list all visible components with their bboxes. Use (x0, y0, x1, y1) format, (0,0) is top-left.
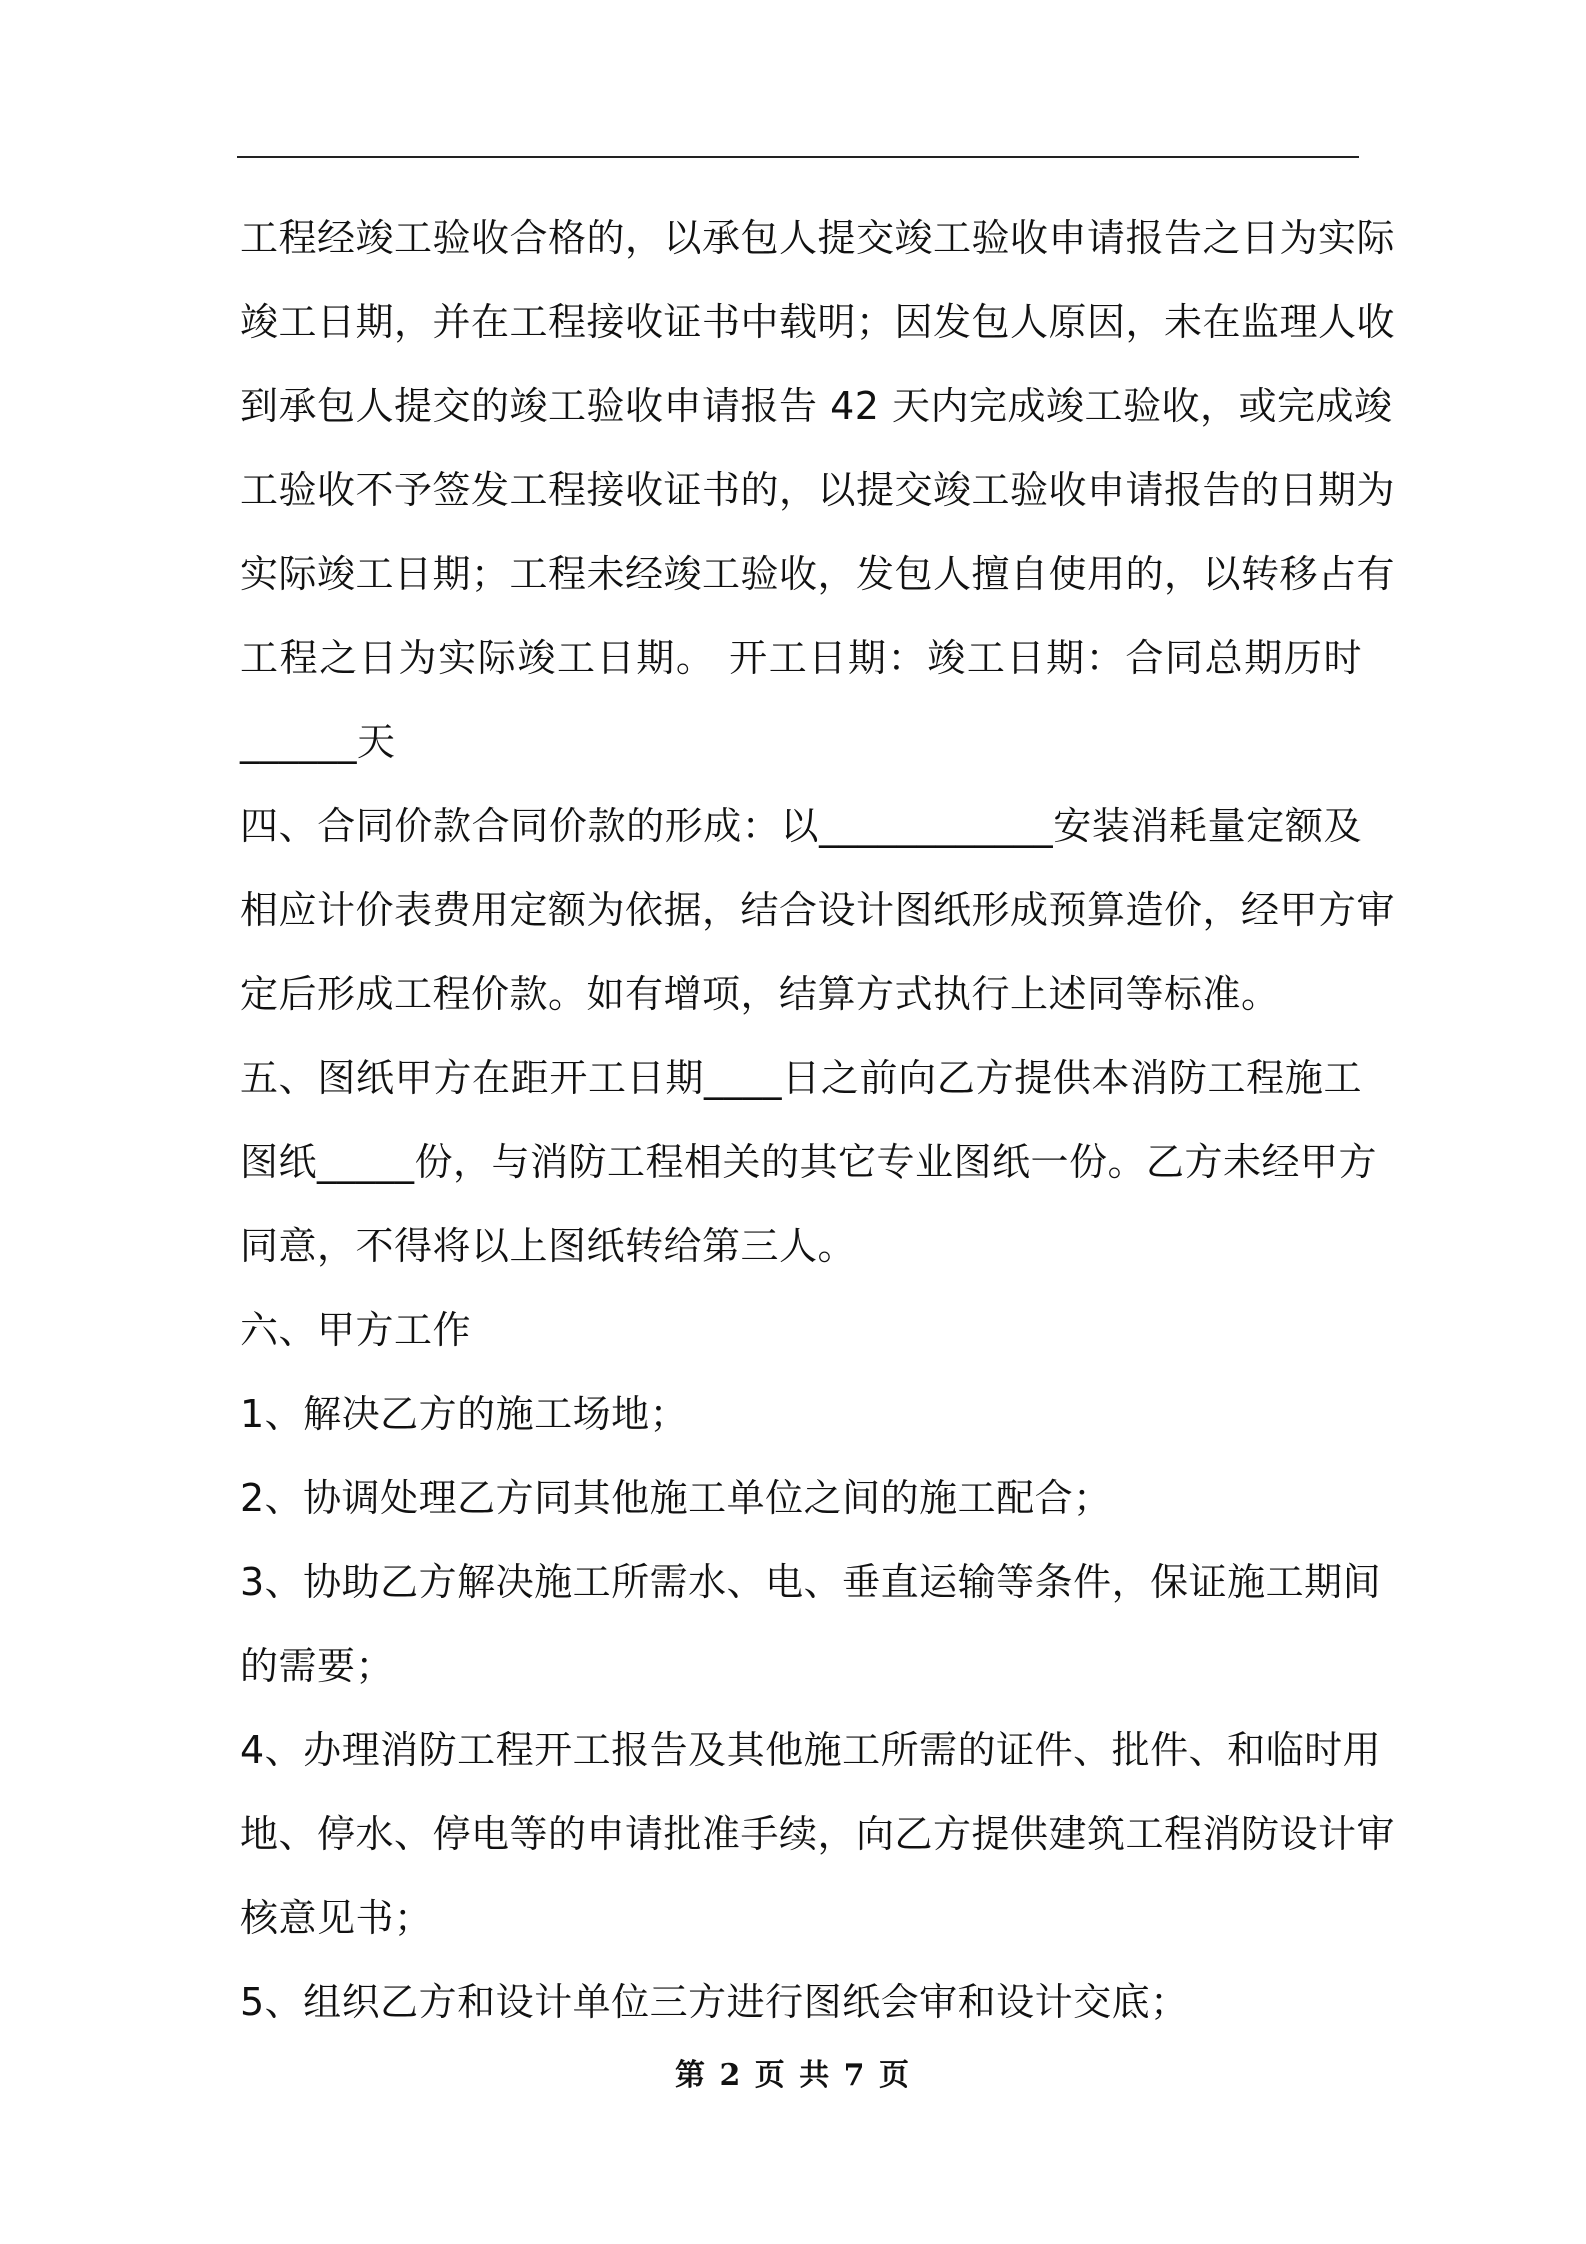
document-body (240, 196, 1396, 2044)
section-heading-4: 四、合同价款合同价款的形成：以____________安装消耗量定额及 (240, 804, 1362, 848)
list-item-continued: 地、停水、停电等的申请批准手续，向乙方提供建筑工程消防设计审 (240, 1812, 1396, 1856)
section-heading-5: 五、图纸甲方在距开工日期____日之前向乙方提供本消防工程施工 (240, 1056, 1362, 1100)
header-rule (237, 156, 1359, 158)
list-item: 4、办理消防工程开工报告及其他施工所需的证件、批件、和临时用 (240, 1728, 1382, 1772)
list-item: 5、组织乙方和设计单位三方进行图纸会审和设计交底； (240, 1980, 1189, 2024)
text-line: 定后形成工程价款。如有增项，结算方式执行上述同等标准。 (240, 972, 1280, 1016)
text-line: 工程之日为实际竣工日期。 开工日期：竣工日期：合同总期历时 (240, 636, 1362, 680)
text-line: 相应计价表费用定额为依据，结合设计图纸形成预算造价，经甲方审 (240, 888, 1396, 932)
text-line: 竣工日期，并在工程接收证书中载明；因发包人原因，未在监理人收 (240, 300, 1396, 344)
list-item: 3、协助乙方解决施工所需水、电、垂直运输等条件，保证施工期间 (240, 1560, 1382, 1604)
text-line: 工程经竣工验收合格的，以承包人提交竣工验收申请报告之日为实际 (240, 216, 1396, 260)
list-item-continued: 核意见书； (240, 1896, 433, 1940)
text-line: ______天 (240, 720, 396, 764)
section-heading-6: 六、甲方工作 (240, 1308, 472, 1352)
text-line: 实际竣工日期；工程未经竣工验收，发包人擅自使用的，以转移占有 (240, 552, 1396, 596)
text-line: 图纸_____份，与消防工程相关的其它专业图纸一份。乙方未经甲方 (240, 1140, 1378, 1184)
text-line: 工验收不予签发工程接收证书的，以提交竣工验收申请报告的日期为 (240, 468, 1396, 512)
list-item: 1、解决乙方的施工场地； (240, 1392, 689, 1436)
list-item: 2、协调处理乙方同其他施工单位之间的施工配合； (240, 1476, 1112, 1520)
page-number: 第 2 页 共 7 页 (675, 2058, 911, 2093)
text-line: 同意，不得将以上图纸转给第三人。 (240, 1224, 857, 1268)
list-item-continued: 的需要； (240, 1644, 395, 1688)
text-line: 到承包人提交的竣工验收申请报告 42 天内完成竣工验收，或完成竣 (240, 384, 1393, 428)
